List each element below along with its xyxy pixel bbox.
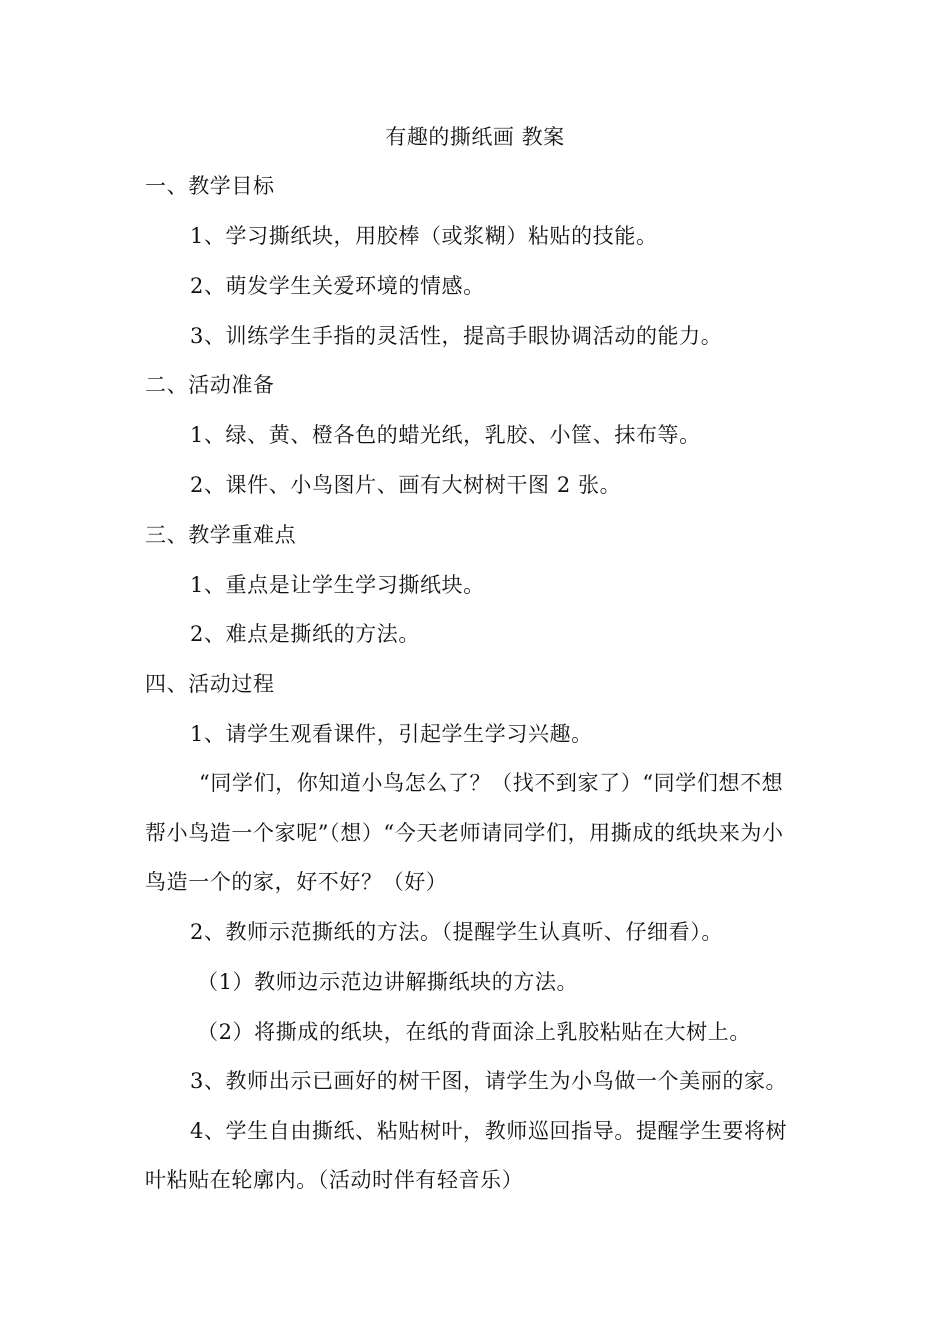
preparation-item-1: 1、绿、黄、橙各色的蜡光纸，乳胶、小筐、抹布等。 bbox=[190, 423, 701, 447]
process-item-4-line-2: 叶粘贴在轮廓内。（活动时伴有轻音乐） bbox=[145, 1168, 524, 1192]
key-point-item-1: 1、重点是让学生学习撕纸块。 bbox=[190, 573, 485, 597]
section-heading-process: 四、活动过程 bbox=[145, 672, 275, 696]
section-heading-key-points: 三、教学重难点 bbox=[145, 523, 297, 547]
preparation-item-2: 2、课件、小鸟图片、画有大树树干图 2 张。 bbox=[190, 473, 622, 497]
dialogue-line-1: “同学们，你知道小鸟怎么了？（找不到家了）“同学们想不想 bbox=[199, 771, 784, 795]
process-item-1: 1、请学生观看课件，引起学生学习兴趣。 bbox=[190, 722, 593, 746]
dialogue-line-3: 鸟造一个的家，好不好？（好） bbox=[145, 870, 448, 894]
process-item-4-line-1: 4、学生自由撕纸、粘贴树叶，教师巡回指导。提醒学生要将树 bbox=[190, 1119, 788, 1143]
process-sub-item-2: （2）将撕成的纸块，在纸的背面涂上乳胶粘贴在大树上。 bbox=[197, 1020, 751, 1044]
section-heading-preparation: 二、活动准备 bbox=[145, 373, 275, 397]
process-item-3: 3、教师出示已画好的树干图，请学生为小鸟做一个美丽的家。 bbox=[190, 1069, 788, 1093]
process-sub-item-1: （1）教师边示范边讲解撕纸块的方法。 bbox=[197, 970, 579, 994]
dialogue-line-2: 帮小鸟造一个家呢”（想）“今天老师请同学们，用撕成的纸块来为小 bbox=[145, 821, 784, 845]
section-heading-goals: 一、教学目标 bbox=[145, 174, 275, 198]
document-title: 有趣的撕纸画 教案 bbox=[385, 125, 565, 149]
key-point-item-2: 2、难点是撕纸的方法。 bbox=[190, 622, 420, 646]
goal-item-3: 3、训练学生手指的灵活性，提高手眼协调活动的能力。 bbox=[190, 324, 723, 348]
goal-item-2: 2、萌发学生关爱环境的情感。 bbox=[190, 274, 485, 298]
goal-item-1: 1、学习撕纸块，用胶棒（或浆糊）粘贴的技能。 bbox=[190, 224, 658, 248]
process-item-2: 2、教师示范撕纸的方法。（提醒学生认真听、仔细看）。 bbox=[190, 920, 723, 944]
